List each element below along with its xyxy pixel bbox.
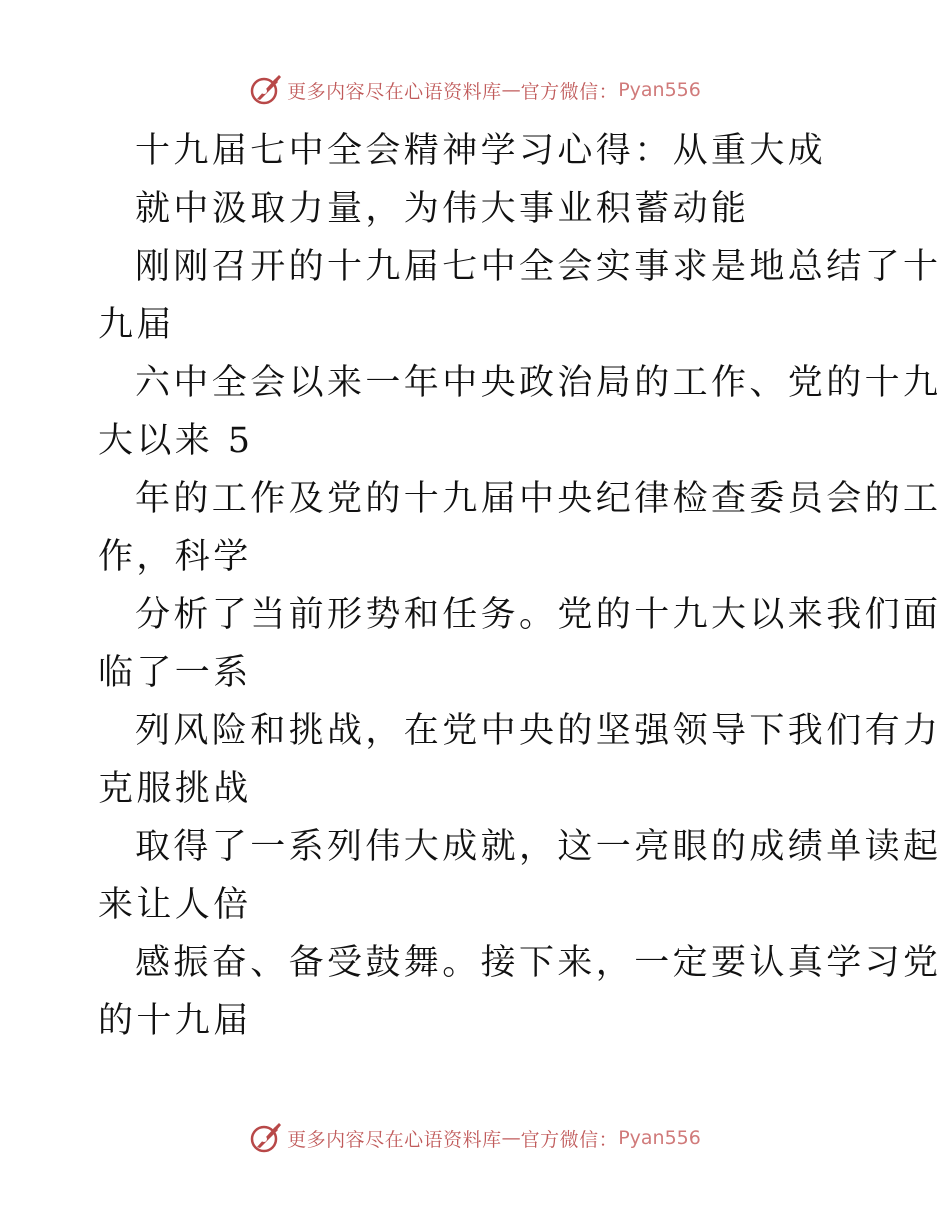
banner-separator: — [501,79,521,101]
document-line: 列风险和挑战，在党中央的坚强领导下我们有力 [135,711,942,751]
document-line: 就中汲取力量，为伟大事业积蓄动能 [135,189,750,229]
document-line: 临了一系 [98,653,252,693]
banner-wechat-label: 官方微信： [520,80,619,103]
banner-text: 更多内容尽在心语资料库 [287,1128,502,1151]
document-body [98,122,942,1050]
document-line: 取得了一系列伟大成就，这一亮眼的成绩单读起 [135,827,942,867]
banner-wechat-label: 官方微信： [520,1128,619,1151]
banner-wechat-id: Pyan556 [618,79,701,101]
quill-pen-circle-icon [249,73,283,107]
document-line: 作，科学 [98,537,252,577]
footer-banner[interactable] [0,1118,950,1158]
header-banner[interactable] [0,70,950,110]
document-line: 刚刚召开的十九届七中全会实事求是地总结了十 [135,247,942,287]
quill-pen-circle-icon [249,1121,283,1155]
banner-wechat-id: Pyan556 [618,1127,701,1149]
document-line: 年的工作及党的十九届中央纪律检查委员会的工 [135,479,942,519]
document-line: 克服挑战 [98,769,252,809]
document-line: 来让人倍 [98,885,252,925]
document-line: 感振奋、备受鼓舞。接下来，一定要认真学习党 [135,943,942,983]
document-line: 的十九届 [98,1001,252,1041]
document-line: 十九届七中全会精神学习心得：从重大成 [135,131,827,171]
banner-separator: — [501,1127,521,1149]
document-line: 九届 [98,305,175,345]
document-line: 分析了当前形势和任务。党的十九大以来我们面 [135,595,942,635]
document-line: 大以来 5 [98,421,254,461]
banner-text: 更多内容尽在心语资料库 [287,80,502,103]
document-line: 六中全会以来一年中央政治局的工作、党的十九 [135,363,942,403]
